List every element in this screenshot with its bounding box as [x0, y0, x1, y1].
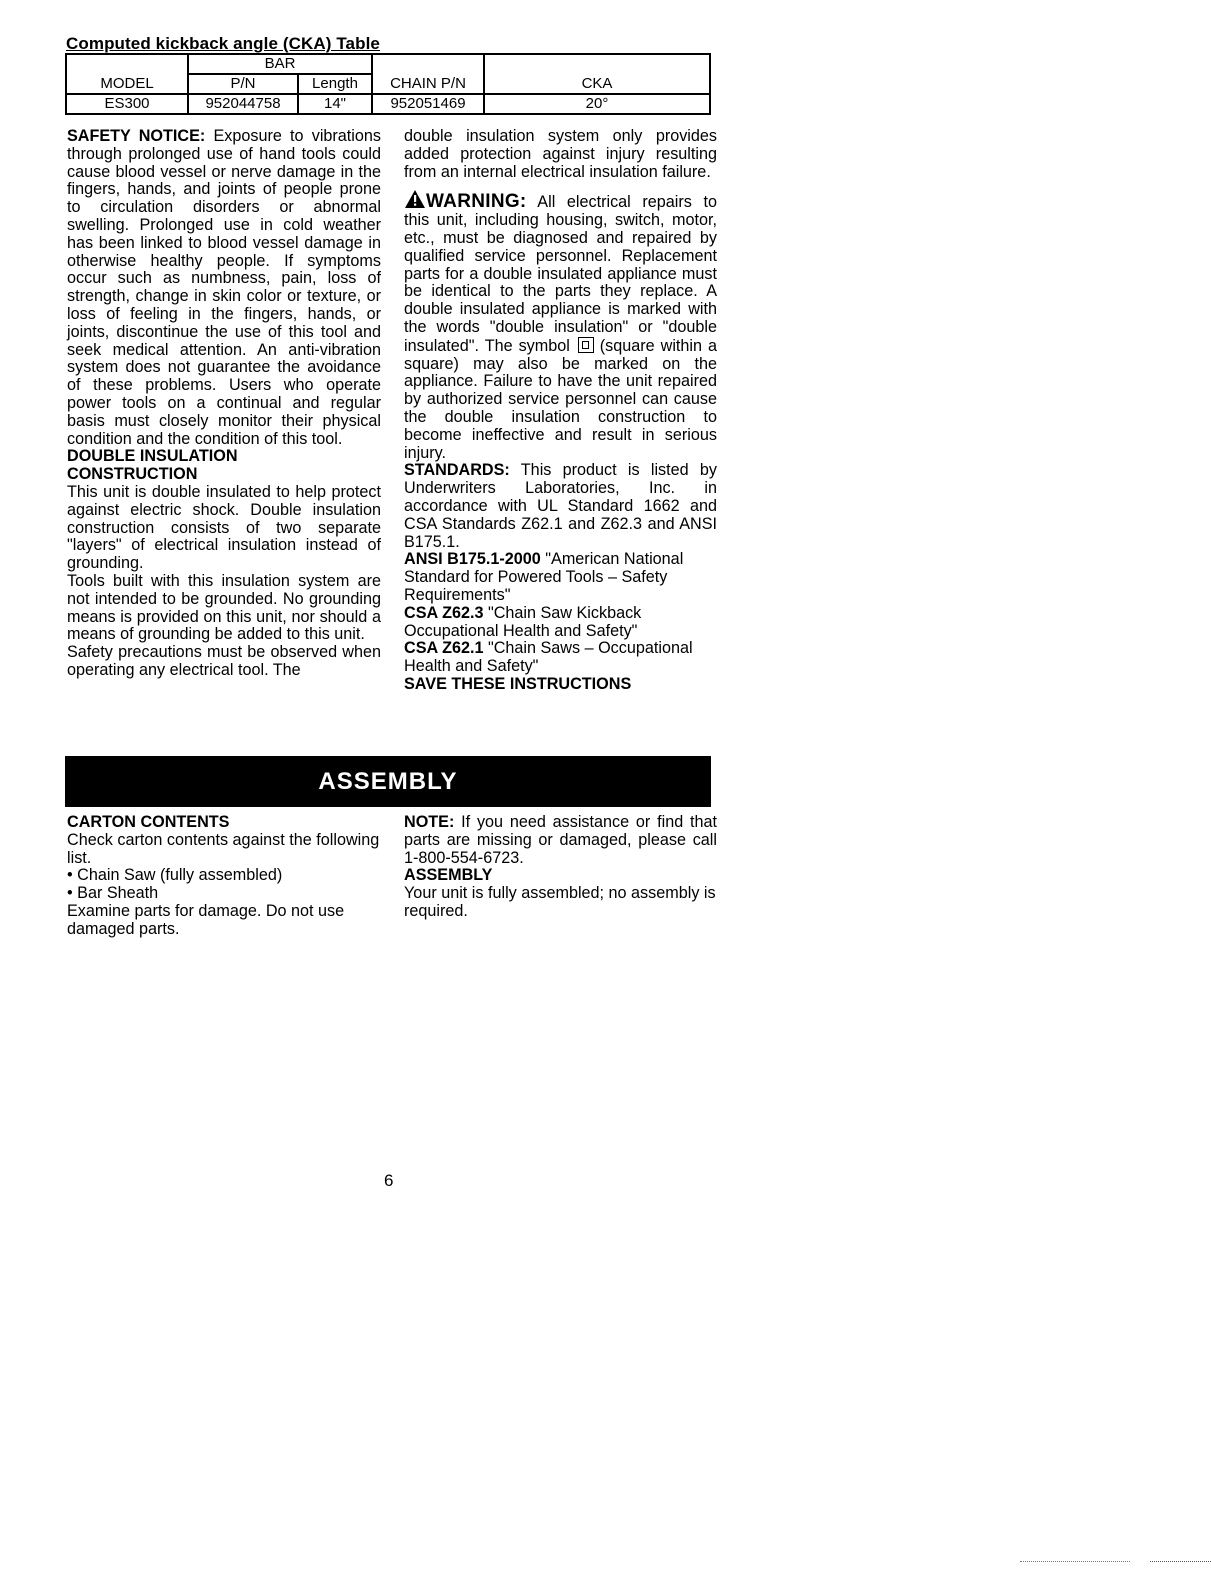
list-item: • Chain Saw (fully assembled)	[67, 866, 283, 885]
header-model: MODEL	[66, 74, 188, 94]
note-label: NOTE:	[404, 813, 455, 831]
safety-notice	[67, 128, 381, 448]
ansi-label: ANSI B175.1-2000	[404, 550, 541, 569]
assembly-heading: ASSEMBLY	[404, 866, 493, 885]
standards-paragraph	[404, 462, 717, 551]
cka-table	[65, 53, 711, 115]
carton-contents-section	[67, 814, 381, 939]
csa-z623-text: "Chain Saw Kickback Occupational Health and Safety"	[404, 603, 642, 640]
ansi-paragraph	[404, 551, 717, 604]
double-insulation-symbol-icon	[578, 337, 594, 353]
assembly-text: Your unit is fully assembled; no assembly is required.	[404, 884, 716, 920]
csa-z621-label: CSA Z62.1	[404, 639, 484, 658]
safety-notice-label: SAFETY NOTICE:	[67, 127, 206, 145]
double-insulation-p3: Safety precautions must be observed when operating any electrical tool. The	[67, 643, 381, 679]
cell-pn: 952044758	[188, 94, 298, 114]
ansi-text: "American National Standard for Powered Tools – Safety Requirements"	[404, 550, 684, 604]
header-chain-pn: CHAIN P/N	[372, 74, 484, 94]
header-length: Length	[298, 74, 372, 94]
construction-heading: CONSTRUCTION	[67, 465, 198, 484]
header-cka: CKA	[484, 74, 710, 94]
empty-cell	[484, 54, 710, 74]
save-instructions: SAVE THESE INSTRUCTIONS	[404, 674, 632, 693]
note-section	[404, 814, 717, 921]
cell-chain-pn: 952051469	[372, 94, 484, 114]
list-item: • Bar Sheath	[67, 884, 159, 903]
right-column	[404, 128, 717, 694]
bar-group-header: BAR	[188, 54, 372, 74]
note-paragraph	[404, 814, 717, 867]
left-column	[67, 128, 381, 680]
header-pn: P/N	[188, 74, 298, 94]
warning-triangle-icon	[404, 189, 426, 209]
cka-table-title: Computed kickback angle (CKA) Table	[66, 34, 380, 53]
double-insulation-p1: This unit is double insulated to help protect against electric shock. Double insulation construction consists of two separate "layers" of electrical insulation instead of grounding.	[67, 482, 381, 573]
scan-artifact-line	[1020, 1561, 1130, 1562]
warning-text-1: All electrical repairs to this unit, including housing, switch, motor, etc., must be diagnosed and repaired by qualified service personnel. Replacement parts for a double insulated appliance must be identical to the parts they replace. A double insulated appliance is marked with the words "double insulation" or "double insulated". The symbol	[404, 193, 717, 355]
double-insulation-heading: DOUBLE INSULATION	[67, 447, 238, 466]
empty-cell	[372, 54, 484, 74]
double-insulation-continued: double insulation system only provides added protection against injury resulting from an internal electrical insulation failure.	[404, 127, 717, 181]
standards-label: STANDARDS:	[404, 461, 510, 480]
empty-cell	[66, 54, 188, 74]
examine-text: Examine parts for damage. Do not use damaged parts.	[67, 901, 345, 938]
safety-notice-text: Exposure to vibrations through prolonged use of hand tools could cause blood vessel or nerve damage in the fingers, hands, and joints of people prone to circulation disorders or abnormal swelling. Prolonged use in cold weather has been linked to blood vessel damage in otherwise healthy people. If symptoms occur such as numbness, pain, loss of strength, change in skin color or texture, or loss of feeling in the fingers, hands, or joints, discontinue the use of this tool and seek medical attention. An anti-vibration system does not guarantee the avoidance of these problems. Users who operate power tools on a continual and regular basis must closely monitor their physical condition and the condition of this tool.	[67, 127, 382, 448]
cell-model: ES300	[66, 94, 188, 114]
csa-z621-paragraph	[404, 640, 717, 676]
csa-z621-text: "Chain Saws – Occupational Health and Safety"	[404, 639, 693, 676]
warning-text-2: (square within a square) may also be marked on the appliance. Failure to have the unit repaired by authorized service personnel can cause the double insulation construction to become ineffective and result in serious injury.	[404, 336, 717, 462]
assembly-banner: ASSEMBLY	[65, 756, 711, 807]
warning-paragraph	[404, 189, 717, 462]
csa-z623-paragraph	[404, 605, 717, 641]
standards-text: This product is listed by Underwriters Laboratories, Inc. in accordance with UL Standard 1662 and CSA Standards Z62.1 and Z62.3 and ANSI B175.1.	[404, 461, 717, 551]
carton-intro: Check carton contents against the following list.	[67, 830, 380, 867]
note-text: If you need assistance or find that parts are missing or damaged, please call 1-800-554-6723.	[404, 813, 717, 867]
cell-length: 14"	[298, 94, 372, 114]
warning-label: WARNING:	[426, 191, 527, 213]
table-row	[66, 94, 710, 114]
cell-cka: 20°	[484, 94, 710, 114]
page-number: 6	[384, 1171, 394, 1190]
csa-z623-label: CSA Z62.3	[404, 603, 484, 622]
carton-contents-heading: CARTON CONTENTS	[67, 813, 230, 831]
scan-artifact-line	[1150, 1561, 1211, 1562]
double-insulation-p2: Tools built with this insulation system are not intended to be grounded. No grounding means is provided on this unit, nor should a means of grounding be added to this unit.	[67, 571, 381, 644]
